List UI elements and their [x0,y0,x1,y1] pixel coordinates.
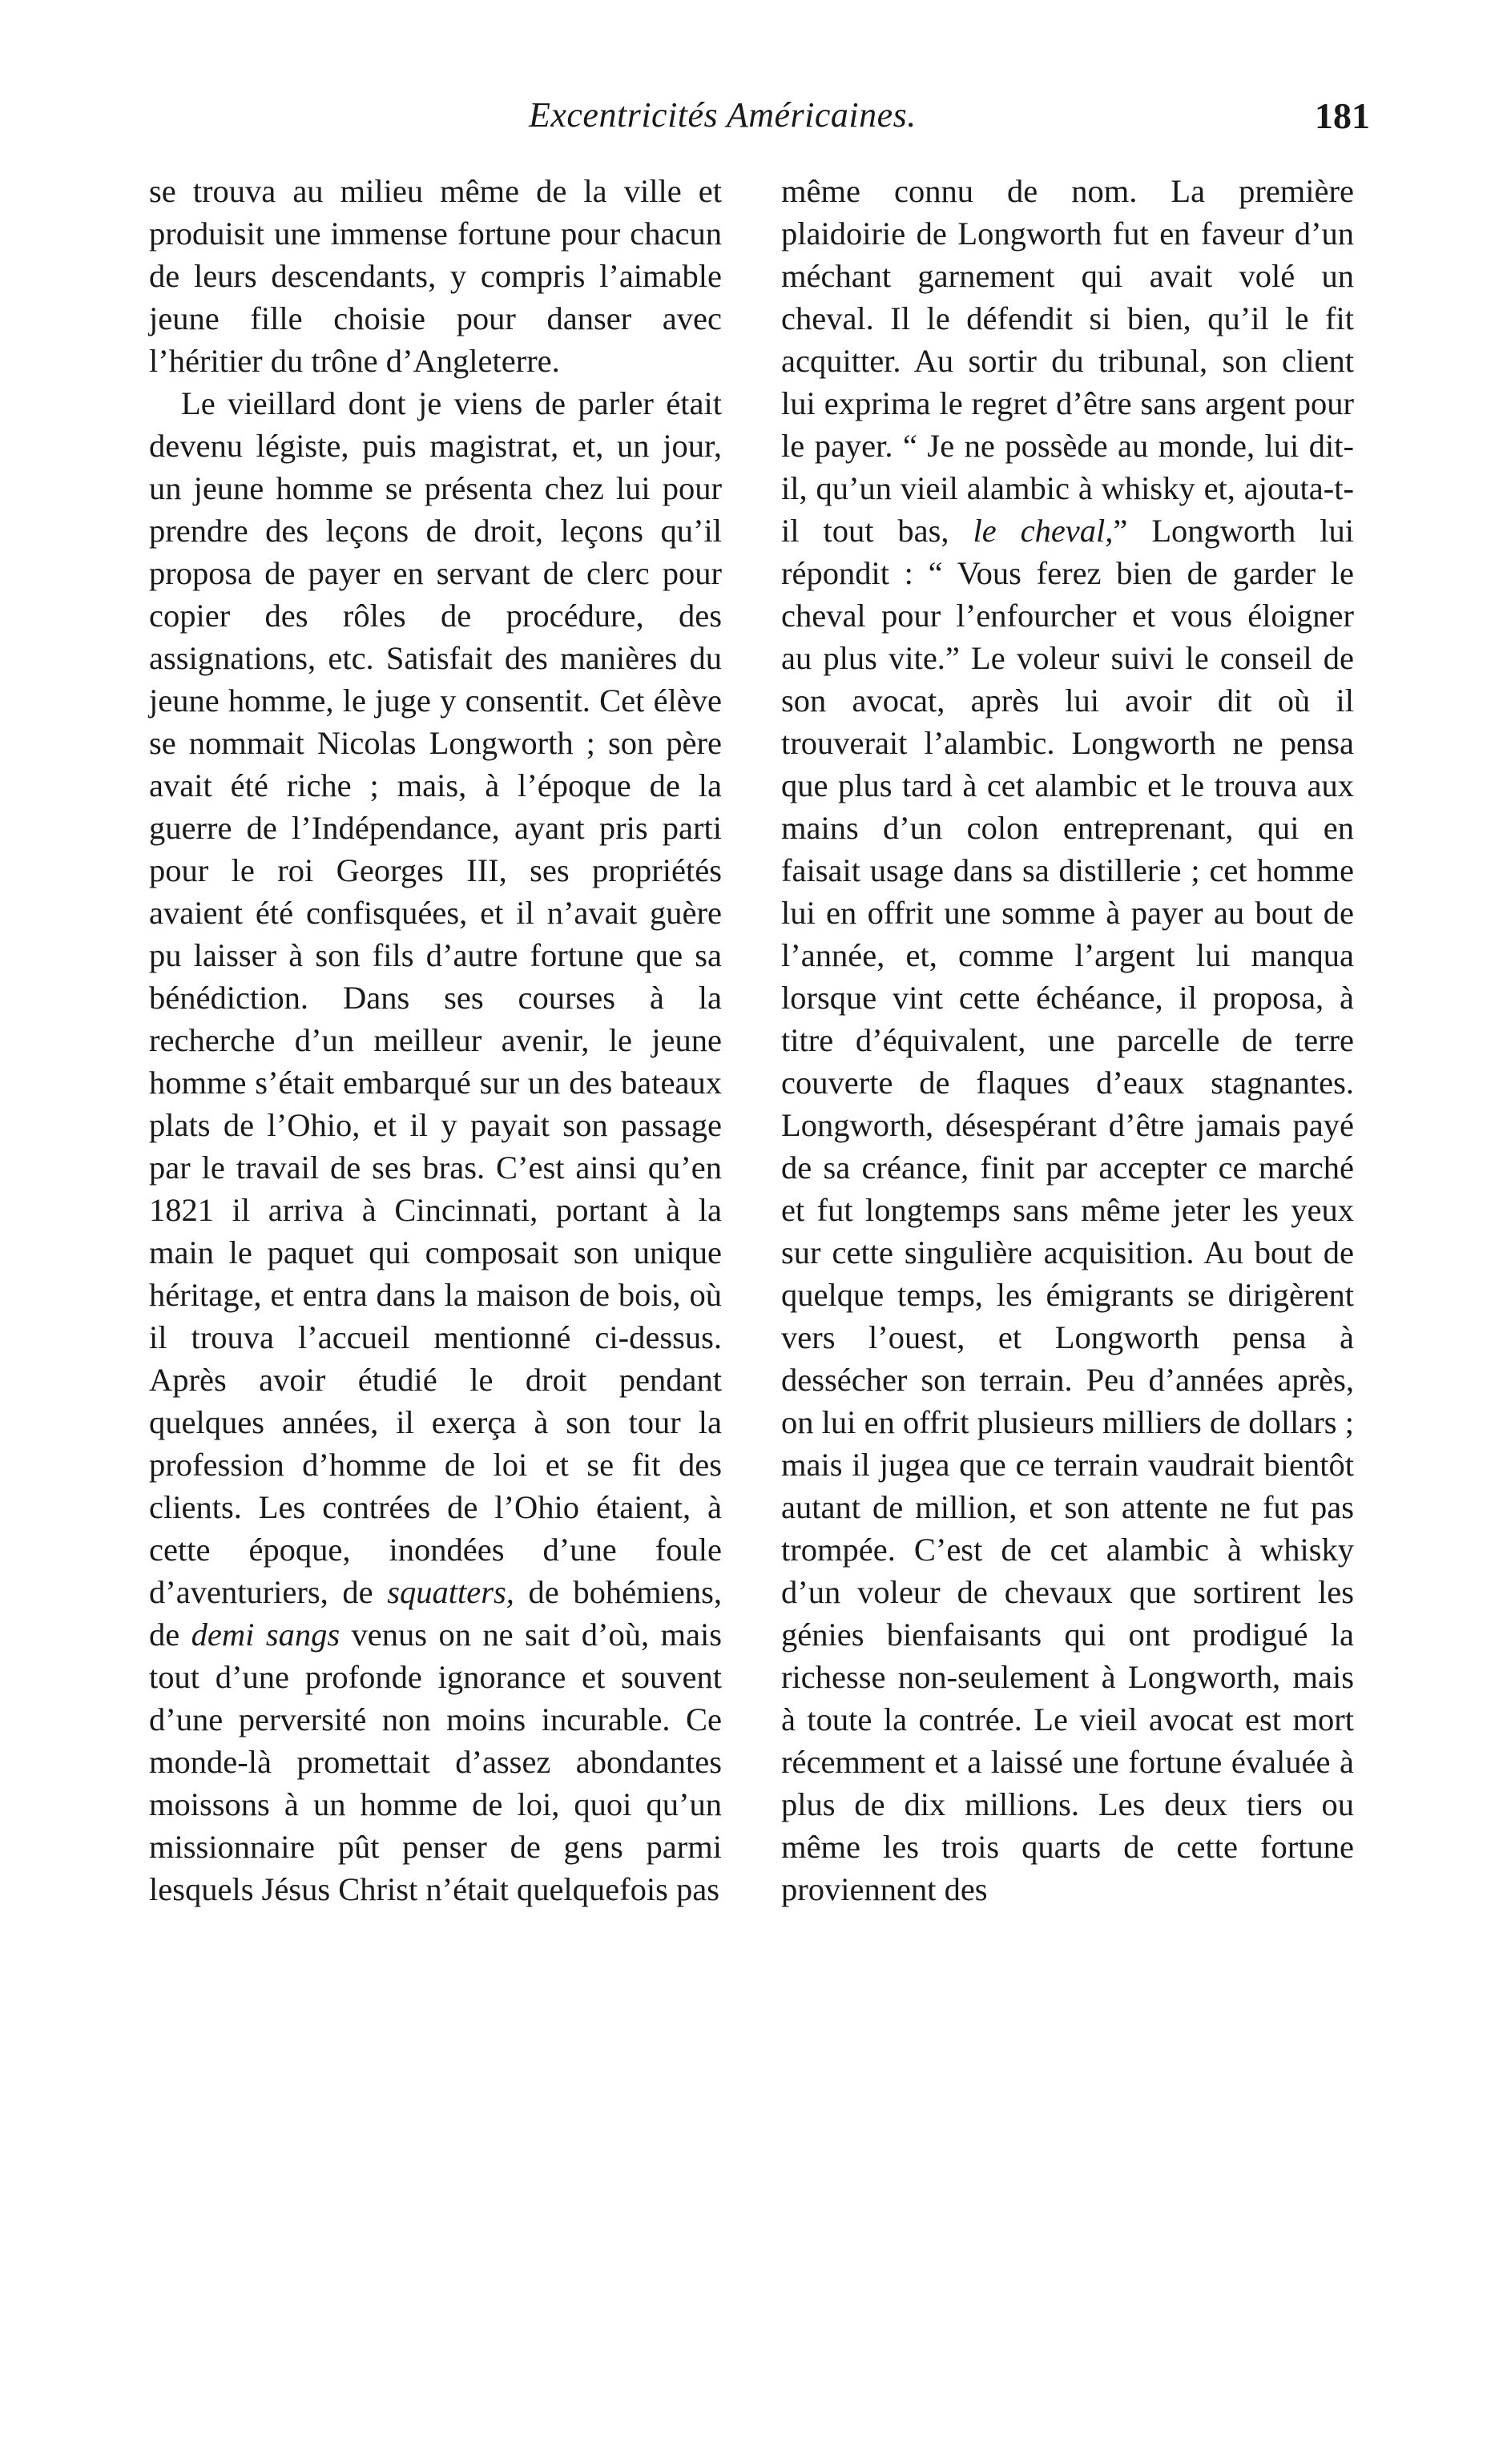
paragraph-longworth-story [149,382,722,1910]
running-head [529,95,1370,143]
paragraph-whisky-alembic [781,170,1354,1910]
paragraph-text: même connu de nom. La première plaidoirie de Longworth fut en faveur d’un méchant garnement qui avait volé un cheval. Il le défendit si bien, qu’il le fit acquitter. Au sortir du tribunal, son client lui exprima le regret d’être sans argent pour le payer. “ Je ne possède au monde, lui dit-il, qu’un vieil alambic à whisky et, ajouta-t-il tout bas, [781,173,1354,549]
page-number: 181 [1315,95,1370,136]
right-column [781,170,1354,1910]
paragraph-text: ” Longworth lui répondit : “ Vous ferez bien de garder le cheval pour l’enfourcher et vous éloigner au plus vite.” Le voleur suivi le conseil de son avocat, après lui avoir dit où il trouverait l’alambic. Longworth ne pensa que plus tard à cet alambic et le trouva aux mains d’un colon entreprenant, qui en faisait usage dans sa distillerie ; cet homme lui en offrit une somme à payer au bout de l’année, et, comme l’argent lui manqua lorsque vint cette échéance, il proposa, à titre d’équivalent, une parcelle de terre couverte de flaques d’eaux stagnantes. Longworth, désespérant d’être jamais payé de sa créance, finit par accepter ce marché et fut longtemps sans même jeter les yeux sur cette singulière acquisition. Au bout de quelque temps, les émigrants se dirigèrent vers l’ouest, et Longworth pensa à dessécher son terrain. Peu d’années après, on lui en offrit plusieurs milliers de dollars ; mais il jugea que ce terrain vaudrait bientôt autant de million, et son attente ne fut pas trompée. C’est de cet alambic à whisky d’un voleur de chevaux que sortirent les génies bienfaisants qui ont prodigué la richesse non-seulement à Longworth, mais à toute la contrée. Le vieil avocat est mort récemment et a laissé une fortune évaluée à plus de dix millions. Les deux tiers ou même les trois quarts de cette fortune proviennent des [781,513,1354,1907]
running-title: Excentricités Américaines. [529,95,917,135]
paragraph-text: de bohémiens, de [149,1574,722,1653]
italic-term-squatters: squatters, [387,1574,514,1610]
italic-term-le-cheval: le cheval, [973,513,1114,549]
paragraph-text: Le vieillard dont je viens de parler était devenu légiste, puis magistrat, et, un jour, un jeune homme se présenta chez lui pour prendre des leçons de droit, leçons qu’il proposa de payer en servant de clerc pour copier des rôles de procédure, des assignations, etc. Satisfait des manières du jeune homme, le juge y consentit. Cet élève se nommait Nicolas Longworth ; son père avait été riche ; mais, à l’époque de la guerre de l’Indépendance, ayant pris parti pour le roi Georges III, ses propriétés avaient été confisquées, et il n’avait guère pu laisser à son fils d’autre fortune que sa bénédiction. Dans ses courses à la recherche d’un meilleur avenir, le jeune homme s’était embarqué sur un des bateaux plats de l’Ohio, et il y payait son passage par le travail de ses bras. C’est ainsi qu’en 1821 il arriva à Cincinnati, portant à la main le paquet qui composait son unique héritage, et entra dans la maison de bois, où il trouva l’accueil mentionné ci-dessus. Après avoir étudié le droit pendant quelques années, il exerça à son tour la profession d’homme de loi et se fit des clients. Les contrées de l’Ohio étaient, à cette époque, inondées d’une foule d’aventuriers, de [149,385,722,1610]
italic-term-demi-sangs: demi sangs [191,1616,340,1653]
left-column [149,170,722,1910]
paragraph-continuation: se trouva au milieu même de la ville et produisit une immense fortune pour chacun de leurs descendants, y compris l’aimable jeune fille choisie pour danser avec l’héritier du trône d’Angleterre. [149,173,722,379]
paragraph-text: venus on ne sait d’où, mais tout d’une profonde ignorance et souvent d’une perversité non moins incurable. Ce monde-là promettait d’assez abondantes moissons à un homme de loi, quoi qu’un missionnaire pût penser de gens parmi lesquels Jésus Christ n’était quelquefois pas [149,1616,723,1907]
